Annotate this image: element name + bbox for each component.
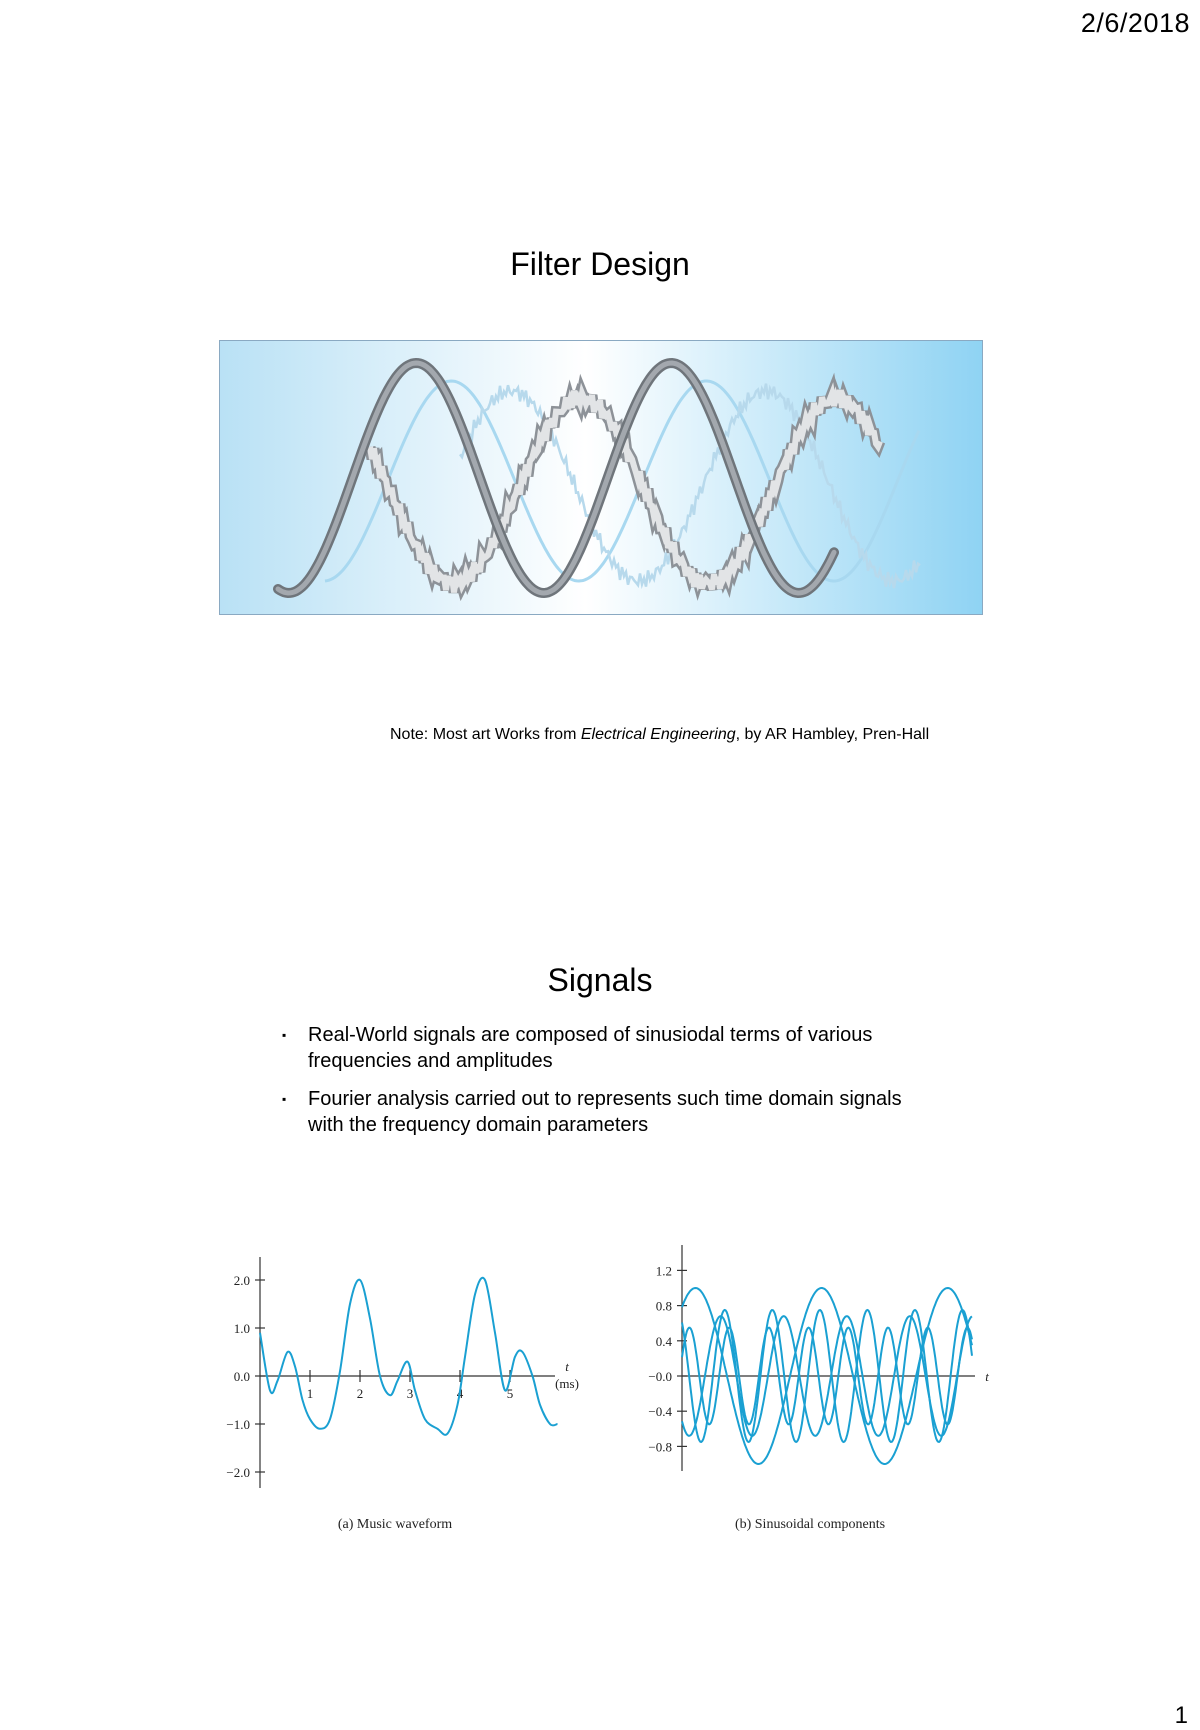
bullet-marker: ▪ xyxy=(282,1028,287,1042)
note-book-title: Electrical Engineering xyxy=(580,726,736,743)
slide-title-signals: Signals xyxy=(547,962,653,998)
x-tick-label: 4 xyxy=(456,1386,464,1401)
sine-and-noisy-wave-illustration xyxy=(220,341,983,615)
x-axis-label-t: t xyxy=(985,1369,989,1384)
bullet-text: Fourier analysis carried out to represents such time domain signals with the frequency domain parameters xyxy=(308,1088,902,1136)
page-number: 1 xyxy=(1174,1702,1188,1729)
y-tick-label: −0.0 xyxy=(648,1369,672,1384)
y-tick-label: 0.4 xyxy=(655,1333,672,1349)
y-tick-label: 0.0 xyxy=(233,1369,250,1384)
x-axis-label-unit: (ms) xyxy=(555,1376,579,1391)
music-waveform-line xyxy=(260,1278,558,1435)
page-date: 2/6/2018 xyxy=(1080,8,1190,38)
y-tick-label: 1.0 xyxy=(233,1321,250,1336)
sinusoidal-components-chart xyxy=(635,1245,1015,1535)
bullet-marker: ▪ xyxy=(282,1092,287,1106)
x-axis-label-t: t xyxy=(565,1359,569,1374)
waveform-banner-image xyxy=(219,340,983,615)
bullet-list xyxy=(282,1022,942,1150)
y-tick-label: 0.8 xyxy=(655,1298,672,1314)
y-tick-label: −1.0 xyxy=(226,1417,250,1432)
x-tick-label: 1 xyxy=(306,1386,314,1401)
y-tick-label: −0.4 xyxy=(648,1404,672,1420)
chart-caption-a: (a) Music waveform xyxy=(337,1517,453,1532)
y-tick-label: −0.8 xyxy=(648,1439,672,1455)
y-tick-label: −2.0 xyxy=(226,1465,250,1480)
y-tick-label: 2.0 xyxy=(233,1273,250,1288)
x-tick-label: 3 xyxy=(406,1386,414,1401)
note-suffix: , by AR Hambley, Pren-Hall xyxy=(735,726,930,743)
x-tick-label: 2 xyxy=(356,1386,364,1401)
x-tick-label: 5 xyxy=(506,1386,514,1401)
chart-caption-b: (b) Sinusoidal components xyxy=(734,1517,886,1532)
bullet-text: Real-World signals are composed of sinusiodal terms of various frequencies and amplitudes xyxy=(308,1024,873,1072)
bullet-item xyxy=(282,1022,942,1074)
note-prefix: Note: Most art Works from xyxy=(390,726,581,743)
music-waveform-chart xyxy=(215,1245,595,1535)
y-tick-label: 1.2 xyxy=(655,1263,672,1279)
bullet-item xyxy=(282,1086,942,1138)
art-credit-note xyxy=(390,726,929,744)
slide-title-filter-design: Filter Design xyxy=(510,246,690,282)
